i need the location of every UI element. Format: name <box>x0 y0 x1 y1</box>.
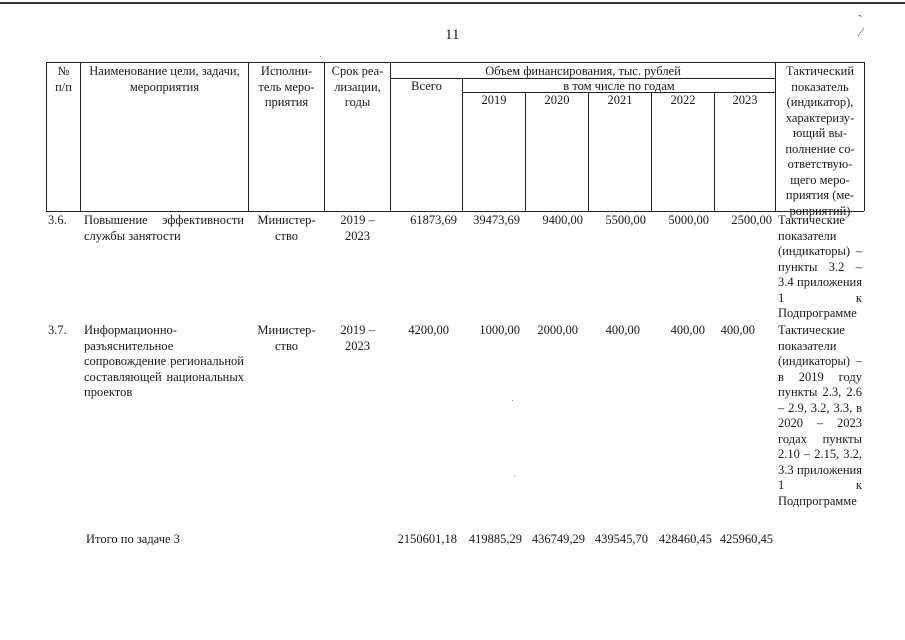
row-period: 2019 – 2023 <box>340 323 375 353</box>
header-funding: Объем финансирования, тыс. рублей <box>485 64 681 78</box>
summary-total: 2150601,18 <box>397 532 457 546</box>
summary-label: Итого по задаче 3 <box>86 532 180 546</box>
summary-year-value: 419885,29 <box>468 532 522 546</box>
col-border <box>525 92 526 211</box>
table-top-border <box>46 62 864 63</box>
header-indicator: Тактический показатель (индикатор), характеризу- ющий вы- полнение со- ответствую- щего меро- приятия (ме- роприятий) <box>785 64 855 218</box>
row-year-value: 400,00 <box>605 323 640 337</box>
row-indicator: Тактические показатели (индикаторы) – в 2019 году пункты 2.3, 2.6 – 2.9, 3.2, 3.3, в 2020 – 2023 годах пункты 2.10 – 2.15, 3.2, 3.3 приложения 1 к Подпрограмме <box>778 323 862 508</box>
row-executor: Министер- ство <box>257 213 316 243</box>
header-year: 2023 <box>732 93 758 107</box>
row-num: 3.7. <box>48 323 67 337</box>
col-border <box>651 92 652 211</box>
header-executor: Исполни- тель меро- приятия <box>258 64 315 109</box>
scan-mark: ⁄ <box>860 24 863 39</box>
header-year: 2020 <box>544 93 570 107</box>
header-total: Всего <box>411 79 442 93</box>
row-total: 61873,69 <box>410 213 457 227</box>
scan-mark: ˋ <box>858 12 863 27</box>
header-period: Срок реа- лизации, годы <box>331 64 384 109</box>
row-year-value: 400,00 <box>670 323 705 337</box>
row-year-value: 5500,00 <box>605 213 646 227</box>
row-indicator: Тактические показатели (индикаторы) – пункты 3.2 – 3.4 приложения 1 к Подпрограмме <box>778 213 862 320</box>
top-border-line <box>0 2 905 4</box>
row-name: Повышение эффективности службы занятости <box>84 213 244 243</box>
header-by-years: в том числе по годам <box>563 79 675 93</box>
row-year-value: 39473,69 <box>473 213 520 227</box>
row-year-value: 2500,00 <box>731 213 772 227</box>
row-year-value: 5000,00 <box>668 213 709 227</box>
row-year-value: 2000,00 <box>537 323 578 337</box>
row-executor: Министер- ство <box>257 323 316 353</box>
header-bottom-border <box>46 211 864 212</box>
scan-speck <box>512 400 513 401</box>
col-border <box>714 92 715 211</box>
row-year-value: 400,00 <box>720 323 755 337</box>
header-year: 2021 <box>607 93 633 107</box>
row-period: 2019 – 2023 <box>340 213 375 243</box>
row-num: 3.6. <box>48 213 67 227</box>
summary-year-value: 439545,70 <box>594 532 648 546</box>
row-year-value: 1000,00 <box>479 323 520 337</box>
col-border <box>588 92 589 211</box>
summary-year-value: 425960,45 <box>719 532 773 546</box>
header-name: Наименование цели, задачи, мероприятия <box>89 64 240 94</box>
header-num: № п/п <box>55 64 72 94</box>
header-year: 2022 <box>670 93 696 107</box>
header-year: 2019 <box>481 93 507 107</box>
page-number: 11 <box>445 27 460 43</box>
summary-year-value: 436749,29 <box>531 532 585 546</box>
scan-speck <box>320 56 321 57</box>
row-name: Информационно-разъяснительное сопровождение региональной составляющей национальных проектов <box>84 323 244 399</box>
summary-year-value: 428460,45 <box>658 532 712 546</box>
scan-speck <box>514 476 515 477</box>
row-year-value: 9400,00 <box>542 213 583 227</box>
col-border <box>864 62 865 211</box>
row-total: 4200,00 <box>408 323 449 337</box>
